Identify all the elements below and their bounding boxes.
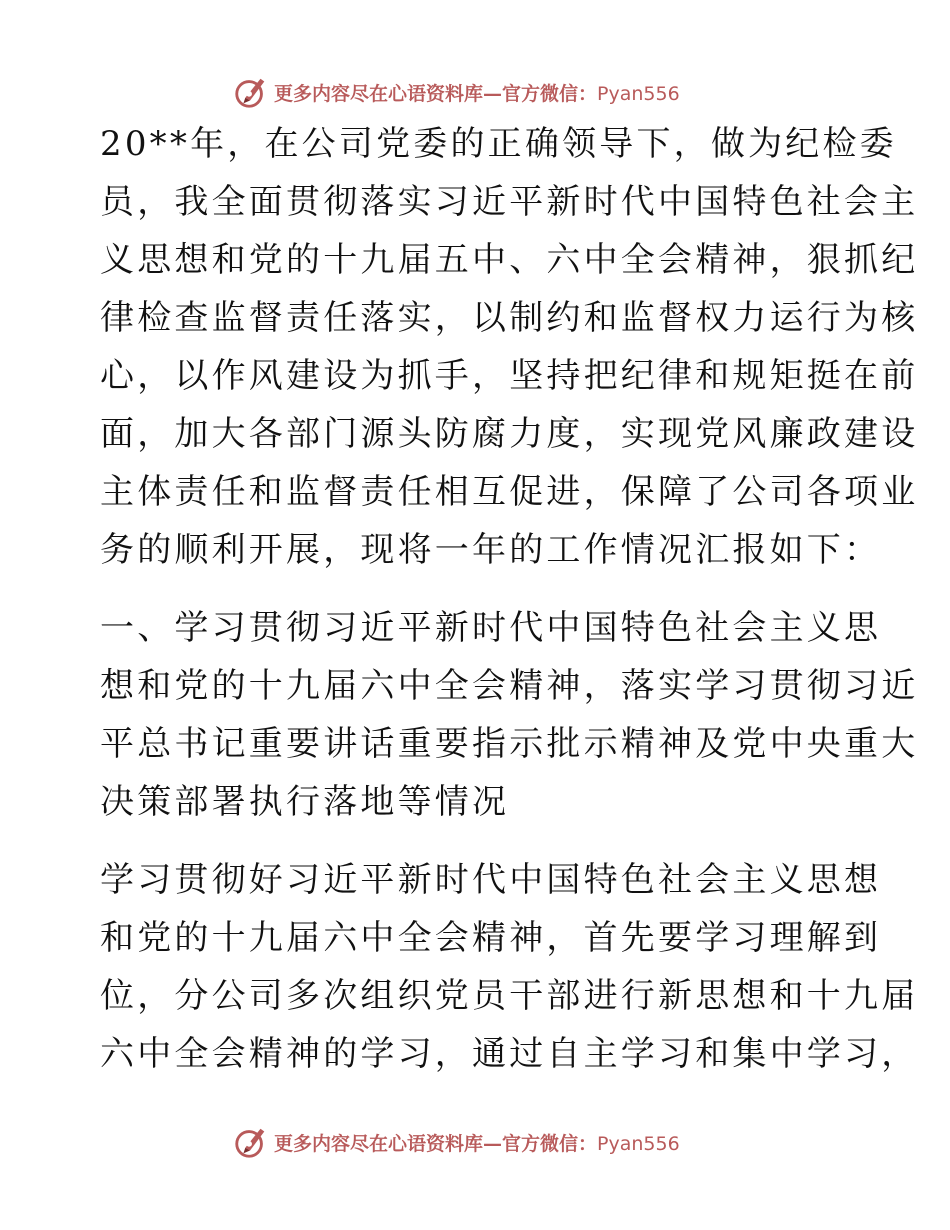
text-line: 义思想和党的十九届五中、六中全会精神，狠抓纪	[100, 240, 919, 280]
wechat-id: Pyan556	[597, 82, 680, 105]
header-watermark-banner	[0, 72, 950, 112]
text-line: 学习贯彻好习近平新时代中国特色社会主义思想	[100, 860, 882, 900]
text-line: 面，加大各部门源头防腐力度，实现党风廉政建设	[100, 414, 919, 454]
text-line: 律检查监督责任落实，以制约和监督权力运行为核	[100, 298, 919, 338]
text-line: 心，以作风建设为抓手，坚持把纪律和规矩挺在前	[100, 356, 919, 396]
banner-text: 更多内容尽在心语资料库—官方微信：Pyan556	[274, 82, 680, 105]
text-line: 主体责任和监督责任相互促进，保障了公司各项业	[100, 472, 919, 512]
text-line: 位，分公司多次组织党员干部进行新思想和十九届	[100, 976, 919, 1016]
footer-watermark-banner	[0, 1122, 950, 1162]
banner-text: 更多内容尽在心语资料库—官方微信：Pyan556	[274, 1132, 680, 1155]
text-line: 员，我全面贯彻落实习近平新时代中国特色社会主	[100, 182, 919, 222]
section-heading-line: 想和党的十九届六中全会精神，落实学习贯彻习近	[100, 666, 919, 706]
pen-circle-logo-icon	[232, 1123, 270, 1161]
text-line: 20**年，在公司党委的正确领导下，做为纪检委	[100, 124, 897, 164]
section-heading-line: 一、学习贯彻习近平新时代中国特色社会主义思	[100, 608, 882, 648]
section-heading-line: 决策部署执行落地等情况	[100, 782, 510, 822]
text-line: 务的顺利开展，现将一年的工作情况汇报如下：	[100, 530, 882, 570]
pen-circle-logo-icon	[232, 73, 270, 111]
text-line: 和党的十九届六中全会精神，首先要学习理解到	[100, 918, 882, 958]
text-line: 六中全会精神的学习，通过自主学习和集中学习，	[100, 1034, 919, 1074]
wechat-id: Pyan556	[597, 1132, 680, 1155]
section-heading-line: 平总书记重要讲话重要指示批示精神及党中央重大	[100, 724, 919, 764]
